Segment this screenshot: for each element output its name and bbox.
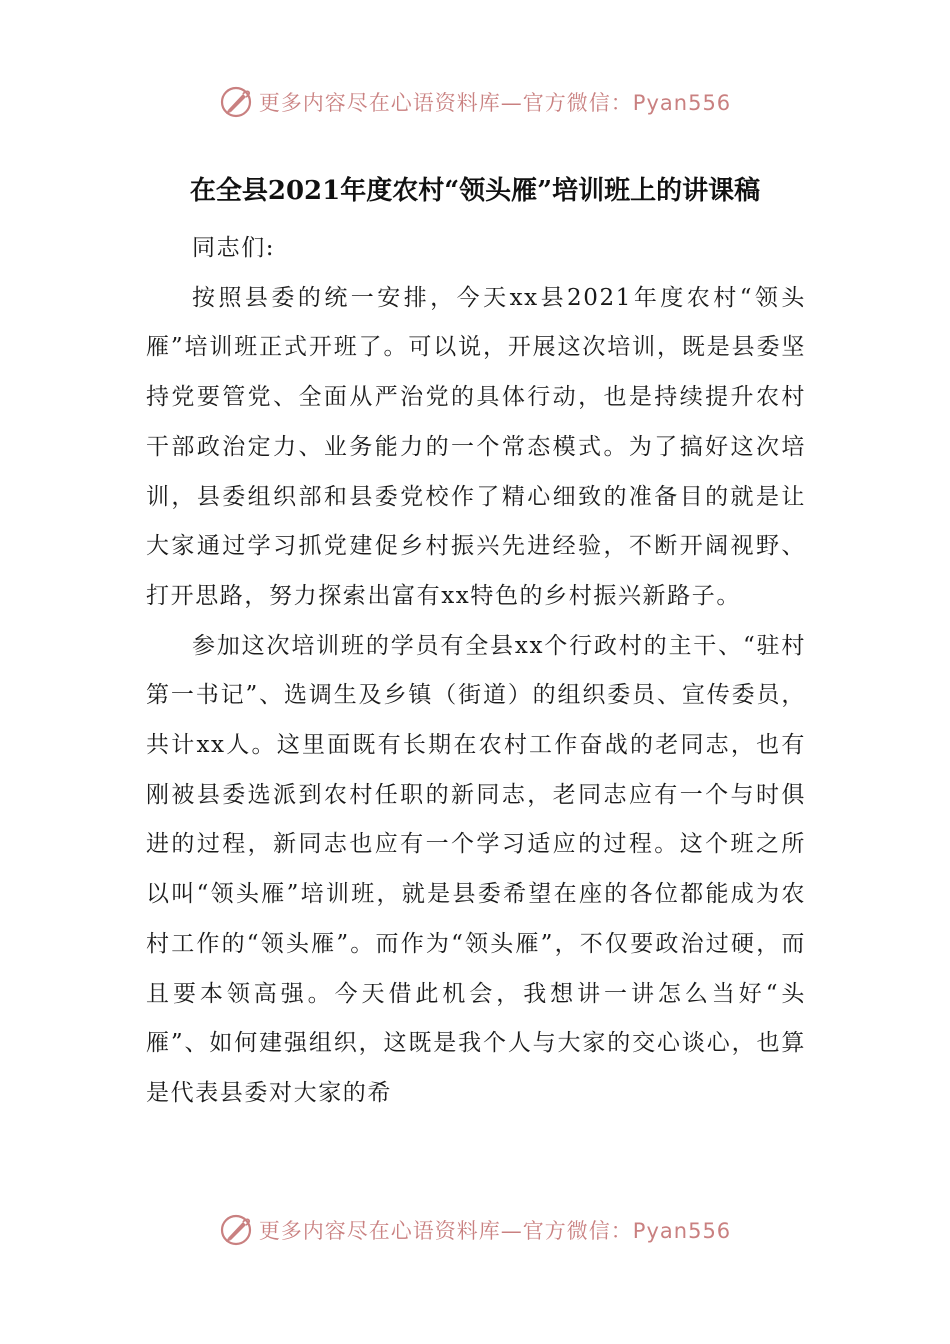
watermark-text: 更多内容尽在心语资料库—官方微信：Pyan556 bbox=[258, 91, 732, 115]
header-watermark-banner bbox=[0, 82, 950, 122]
quill-pen-logo-icon bbox=[219, 85, 253, 119]
body-paragraph: 参加这次培训班的学员有全县xx个行政村的主干、“驻村第一书记”、选调生及乡镇（街道）的组织委员、宣传委员，共计xx人。这里面既有长期在农村工作奋战的老同志，也有刚被县委选派到农村任职的新同志，老同志应有一个与时俱进的过程，新同志也应有一个学习适应的过程。这个班之所以叫“领头雁”培训班，就是县委希望在座的各位都能成为农村工作的“领头雁”。而作为“领头雁”，不仅要政治过硬，而且要本领高强。今天借此机会，我想讲一讲怎么当好“头雁”、如何建强组织，这既是我个人与大家的交心谈心，也算是代表县委对大家的希 bbox=[146, 632, 806, 1106]
salutation: 同志们: bbox=[192, 235, 276, 261]
footer-watermark-banner bbox=[0, 1210, 950, 1250]
document-body bbox=[146, 224, 806, 1119]
body-paragraph: 按照县委的统一安排，今天xx县2021年度农村“领头雁”培训班正式开班了。可以说，开展这次培训，既是县委坚持党要管党、全面从严治党的具体行动，也是持续提升农村干部政治定力、业务能力的一个常态模式。为了搞好这次培训，县委组织部和县委党校作了精心细致的准备目的就是让大家通过学习抓党建促乡村振兴先进经验，不断开阔视野、打开思路，努力探索出富有xx特色的乡村振兴新路子。 bbox=[146, 284, 806, 609]
document-title: 在全县2021年度农村“领头雁”培训班上的讲课稿 bbox=[189, 176, 761, 206]
quill-pen-logo-icon bbox=[219, 1213, 253, 1247]
watermark-text: 更多内容尽在心语资料库—官方微信：Pyan556 bbox=[258, 1219, 732, 1243]
